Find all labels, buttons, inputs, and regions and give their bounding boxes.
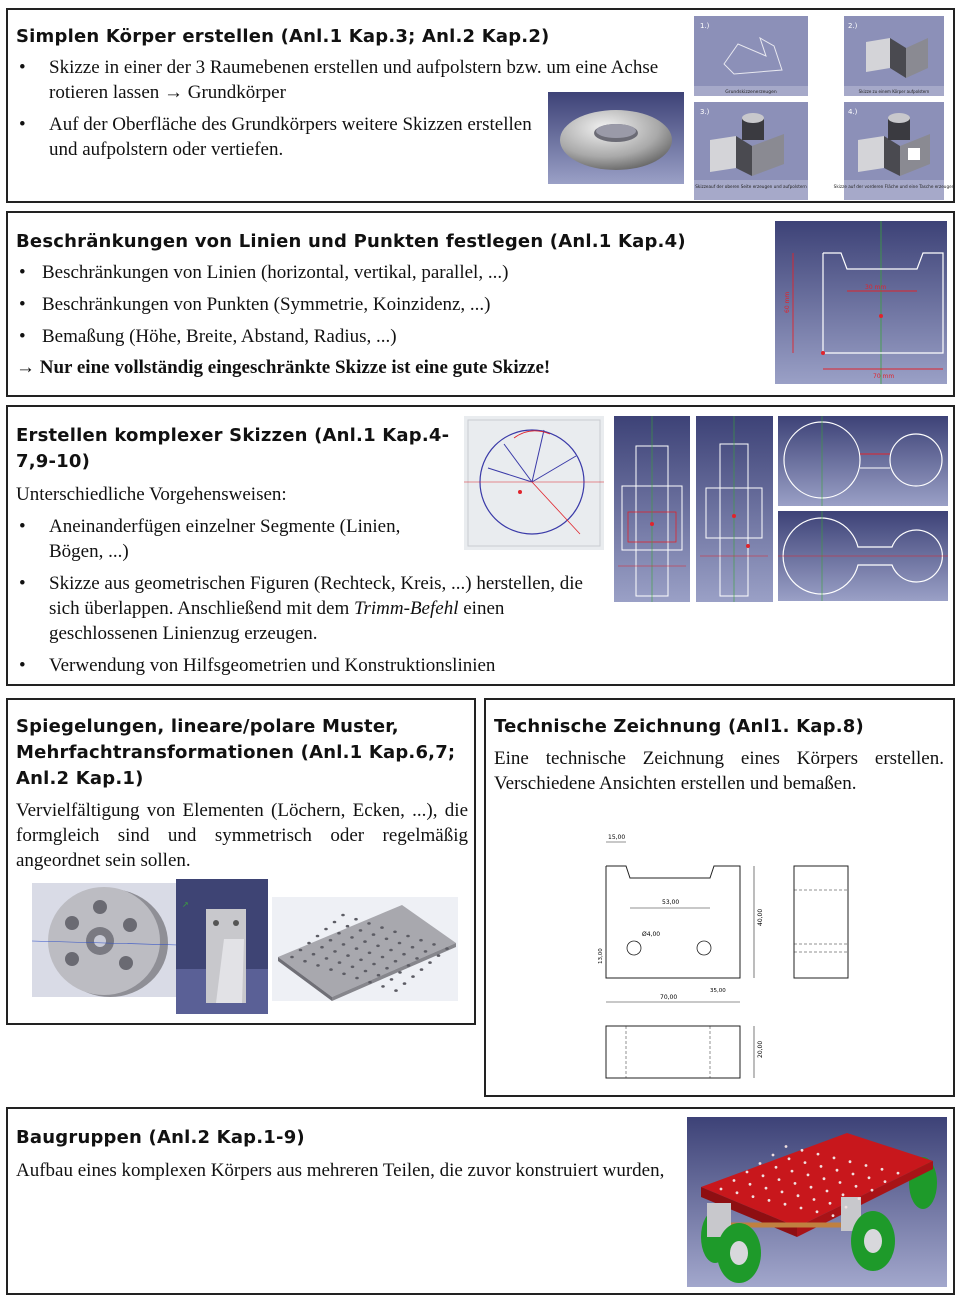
section-assemblies	[6, 1107, 955, 1295]
technical-drawing-image	[586, 826, 866, 1084]
bullet-item: • Verwendung von Hilfsgeometrien und Konstruktionslinien	[16, 653, 596, 678]
dim-label: 70,00	[660, 994, 678, 1001]
bullet-item: • Skizze in einer der 3 Raumebenen erstellen und aufpolstern bzw. um eine Achse rotieren lassen → Grundkörper	[16, 55, 676, 105]
section-simple-body	[6, 8, 955, 203]
thumb-num: 2.)	[848, 22, 858, 30]
dim-label: 15,00	[608, 834, 626, 841]
section-title: Erstellen komplexer Skizzen (Anl.1 Kap.4-7,9-10)	[16, 425, 450, 472]
dim-label: 20,00	[757, 1040, 764, 1058]
rect-sketch-image-1	[614, 416, 690, 602]
circle-sketch-image	[464, 416, 604, 550]
dim-label: Ø4,00	[642, 931, 661, 938]
section-body: Aufbau eines komplexen Körpers aus mehreren Teilen, die zuvor konstruiert wurden,	[16, 1160, 665, 1181]
constraint-sketch-image	[775, 221, 947, 384]
bullet-item: • Beschränkungen von Linien (horizontal, vertikal, parallel, ...)	[16, 260, 756, 285]
linear-pattern-image	[272, 897, 458, 1001]
dim-label: 13,00	[598, 948, 604, 964]
section-patterns	[6, 698, 476, 1025]
section-technical-drawing	[484, 698, 955, 1097]
svg-text:↗: ↗	[182, 900, 189, 909]
step-thumb-2	[844, 16, 944, 96]
dim-label: 70 mm	[873, 373, 895, 380]
intro-text: Unterschiedliche Vorgehensweisen:	[16, 484, 287, 505]
bullet-text: einen geschlossenen Linienzug erzeugen.	[49, 598, 505, 644]
thumb-num: 3.)	[700, 108, 710, 116]
conclusion-text: → Nur eine vollständig eingeschränkte Skizze ist eine gute Skizze!	[16, 357, 551, 378]
dim-label: 35,00	[710, 988, 726, 994]
thumb-num: 4.)	[848, 108, 858, 116]
step-thumb-4	[833, 102, 955, 200]
dim-label: 60 mm	[784, 291, 791, 313]
bullet-item: • Bemaßung (Höhe, Breite, Abstand, Radius, ...)	[16, 324, 756, 349]
step-thumb-3	[694, 102, 808, 200]
thumb-num: 1.)	[700, 22, 710, 30]
mirror-image	[176, 879, 268, 1014]
dumbbell-sketch-trimmed	[778, 511, 948, 601]
trim-command: Trimm-Befehl	[353, 598, 459, 619]
polar-pattern-image	[32, 883, 178, 997]
thumb-caption: Skizzeauf der oberen Seite erzeugen und aufpolstern	[695, 184, 807, 189]
dumbbell-sketch-open	[778, 416, 948, 506]
bullet-text: Skizze aus geometrischen Figuren (Rechteck, Kreis, ...) herstellen, die sich überlappen. Anschließend mit dem	[49, 573, 583, 619]
dim-label: 30 mm	[865, 284, 887, 291]
bullet-item: • Auf der Oberfläche des Grundkörpers weitere Skizzen erstellen und aufpolstern oder vertiefen.	[16, 112, 549, 162]
thumb-caption: Skizze zu einem Körper aufpolstern	[858, 89, 930, 94]
dim-label: 40,00	[757, 908, 764, 926]
section-title: Beschränkungen von Linien und Punkten festlegen (Anl.1 Kap.4)	[16, 231, 686, 252]
torus-image	[548, 92, 684, 184]
thumb-caption: Grundskizzenerzeugen	[725, 90, 777, 95]
section-body: Eine technische Zeichnung eines Körpers erstellen. Verschiedene Ansichten erstellen und bemaßen.	[494, 748, 944, 794]
section-body: Vervielfältigung von Elementen (Löchern, Ecken, ...), die formgleich sind und symmetrisch oder regelmäßig angeordnet sein sollen.	[16, 800, 468, 871]
section-title: Spiegelungen, lineare/polare Muster, Mehrfachtransformationen (Anl.1 Kap.6,7; Anl.2 Kap.1)	[16, 716, 456, 789]
bullet-item: • Beschränkungen von Punkten (Symmetrie, Koinzidenz, ...)	[16, 292, 756, 317]
section-title: Simplen Körper erstellen (Anl.1 Kap.3; Anl.2 Kap.2)	[16, 26, 550, 47]
bullet-item: • Aneinanderfügen einzelner Segmente (Linien, Bögen, ...)	[16, 514, 459, 564]
section-complex-sketches	[6, 405, 955, 686]
dim-label: 53,00	[662, 899, 680, 906]
assembly-image	[687, 1117, 947, 1287]
section-title: Technische Zeichnung (Anl1. Kap.8)	[494, 716, 864, 737]
section-title: Baugruppen (Anl.2 Kap.1-9)	[16, 1127, 305, 1148]
bullet-item	[16, 571, 596, 646]
thumb-caption: Skizze auf der vorderen Fläche und eine Tasche erzeugen	[833, 184, 955, 189]
rect-sketch-image-2	[696, 416, 773, 602]
step-thumb-1	[694, 16, 808, 96]
section-constraints	[6, 211, 955, 397]
